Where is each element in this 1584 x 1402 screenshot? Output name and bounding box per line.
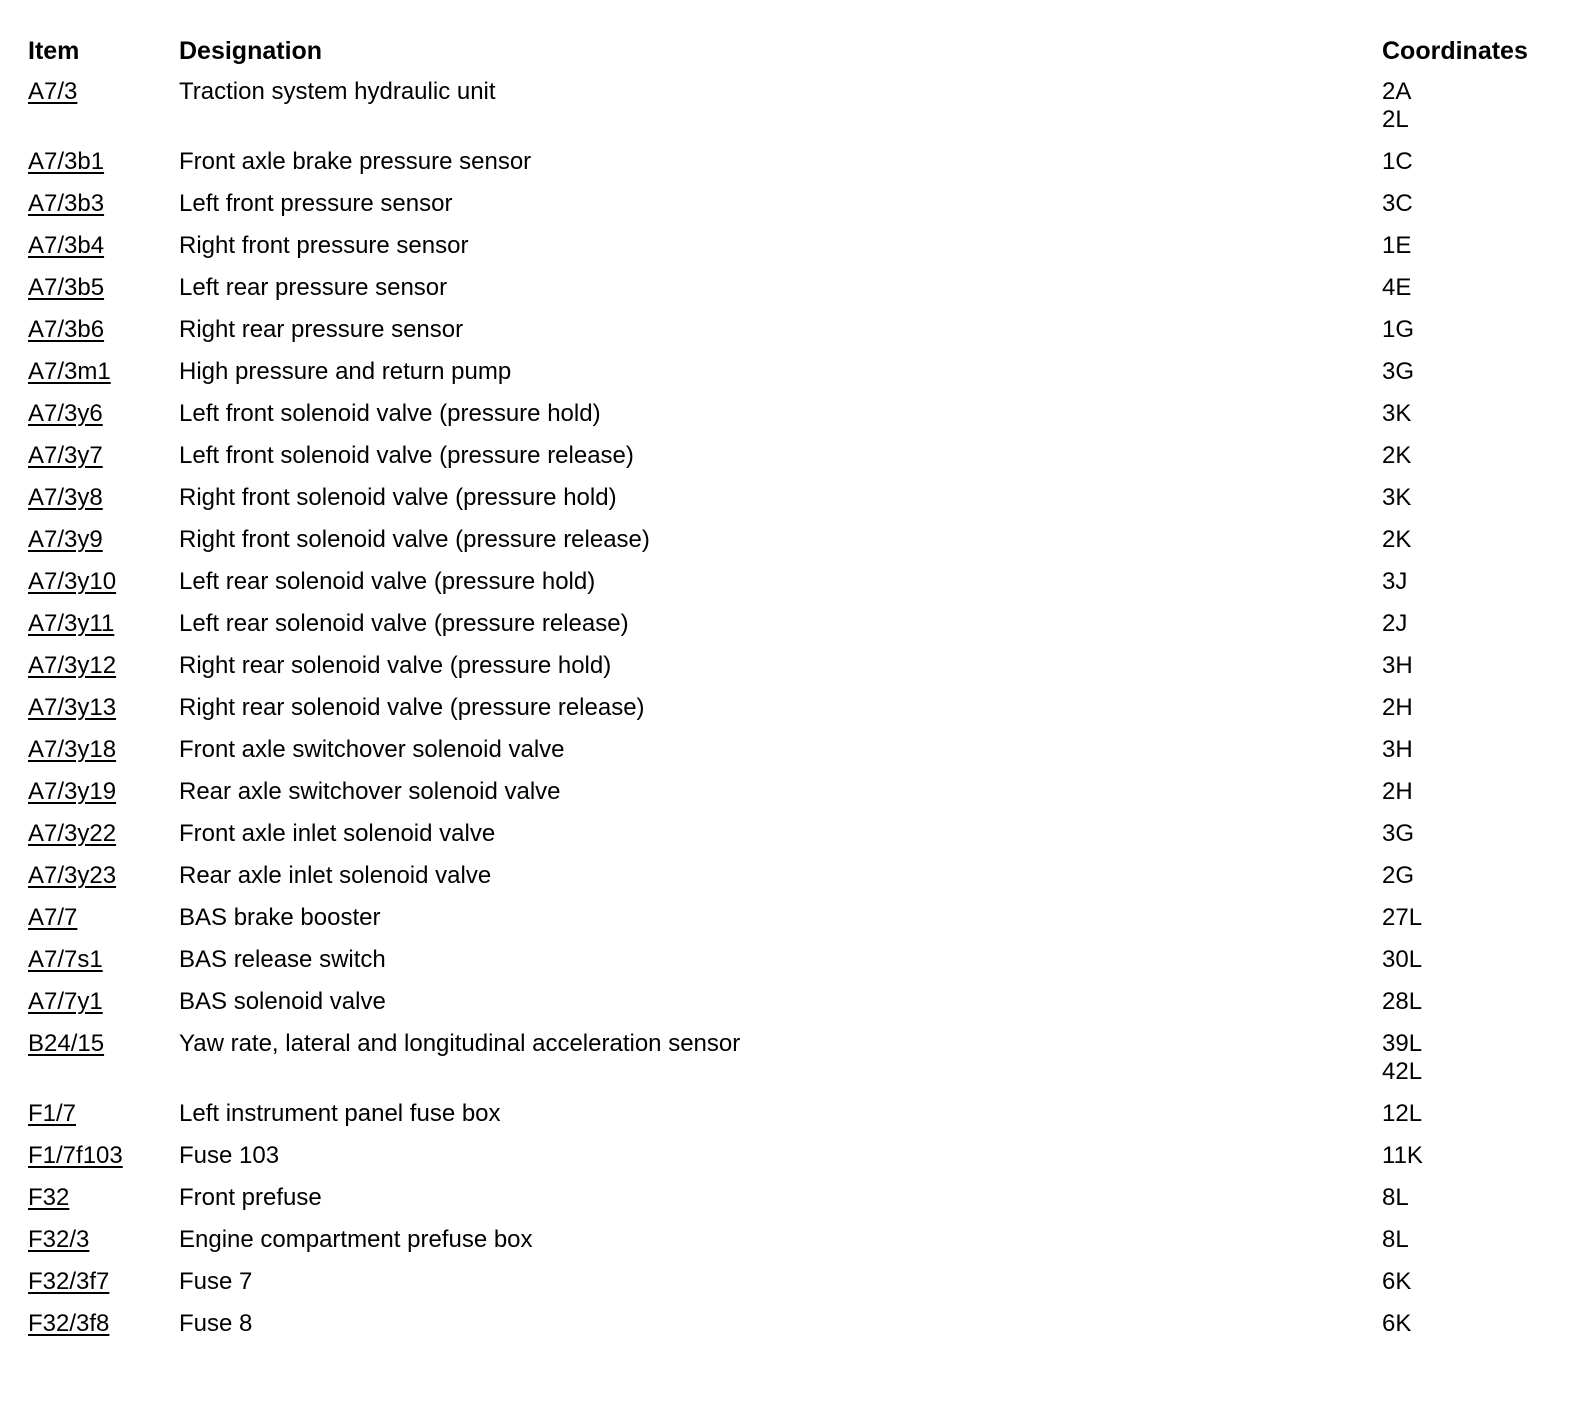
coordinate-value: 39L [1382,1030,1423,1057]
item-link[interactable]: A7/3b6 [28,316,105,343]
item-cell [28,1226,89,1254]
coordinate-value: 3G [1382,820,1415,847]
coordinate-value: 3K [1382,484,1412,511]
coordinate-value: 2J [1382,610,1408,637]
item-cell [28,988,103,1016]
coordinates-cell [1382,442,1411,470]
item-cell [28,778,116,806]
item-cell [28,78,77,106]
item-cell [28,820,116,848]
item-cell [28,652,116,680]
coordinates-cell [1382,148,1413,176]
item-link[interactable]: F32 [28,1184,70,1211]
coordinate-value: 6K [1382,1268,1412,1295]
item-link[interactable]: A7/3b5 [28,274,105,301]
coordinate-value: 2K [1382,526,1412,553]
designation-cell: BAS solenoid valve [179,988,386,1015]
coordinates-cell [1382,484,1411,512]
coordinates-cell [1382,1100,1422,1128]
item-cell [28,862,116,890]
coordinates-cell [1382,736,1413,764]
coordinate-value: 2A [1382,78,1412,105]
header-designation: Designation [179,37,323,65]
designation-cell: BAS brake booster [179,904,381,931]
item-link[interactable]: A7/3b1 [28,148,105,175]
coordinates-cell [1382,1184,1409,1212]
item-cell [28,1100,76,1128]
item-link[interactable]: A7/3y19 [28,778,117,805]
item-link[interactable]: A7/3y8 [28,484,103,511]
item-link[interactable]: F32/3f7 [28,1268,110,1295]
item-link[interactable]: B24/15 [28,1030,105,1057]
coordinates-cell [1382,568,1407,596]
coordinates-cell [1382,526,1411,554]
coordinates-cell [1382,988,1422,1016]
designation-cell: Left front solenoid valve (pressure hold) [179,400,601,427]
designation-cell: Engine compartment prefuse box [179,1226,533,1253]
coordinate-value: 3H [1382,652,1413,679]
item-link[interactable]: A7/3y12 [28,652,117,679]
designation-cell: Left front pressure sensor [179,190,453,217]
coordinate-value: 8L [1382,1226,1409,1253]
coordinates-cell [1382,652,1413,680]
item-cell [28,946,103,974]
coordinates-cell [1382,190,1413,218]
item-link[interactable]: F1/7f103 [28,1142,123,1169]
designation-cell: Front axle inlet solenoid valve [179,820,496,847]
coordinate-value: 2H [1382,694,1413,721]
coordinate-value: 1G [1382,316,1415,343]
item-cell [28,274,104,302]
coordinate-value: 8L [1382,1184,1409,1211]
coordinate-value: 4E [1382,274,1412,301]
item-cell [28,1310,109,1338]
designation-cell: Left front solenoid valve (pressure release) [179,442,634,469]
item-cell [28,736,116,764]
item-link[interactable]: F32/3f8 [28,1310,110,1337]
item-cell [28,442,103,470]
designation-cell: High pressure and return pump [179,358,512,385]
item-link[interactable]: A7/7 [28,904,78,931]
item-link[interactable]: A7/3y7 [28,442,103,469]
coordinates-cell [1382,1310,1411,1338]
coordinate-value: 1C [1382,148,1413,175]
designation-cell: Right front solenoid valve (pressure hold) [179,484,617,511]
coordinates-cell [1382,946,1422,974]
item-link[interactable]: A7/3b4 [28,232,105,259]
designation-cell: Left rear solenoid valve (pressure release) [179,610,629,637]
item-link[interactable]: A7/3y22 [28,820,117,847]
coordinates-cell [1382,778,1413,806]
item-link[interactable]: A7/7y1 [28,988,103,1015]
designation-cell: Fuse 8 [179,1310,253,1337]
item-cell [28,358,111,386]
item-cell [28,568,116,596]
coordinates-cell [1382,316,1414,344]
coordinate-value: 27L [1382,904,1423,931]
coordinates-cell [1382,1226,1409,1254]
coordinate-value: 42L [1382,1058,1423,1085]
coordinates-cell [1382,862,1414,890]
designation-cell: Rear axle switchover solenoid valve [179,778,561,805]
item-link[interactable]: A7/3y6 [28,400,103,427]
item-cell [28,232,104,260]
coordinates-cell [1382,400,1411,428]
designation-cell: Yaw rate, lateral and longitudinal acceleration sensor [179,1030,741,1057]
designation-cell: BAS release switch [179,946,386,973]
item-link[interactable]: F32/3 [28,1226,90,1253]
coordinates-cell [1382,1268,1411,1296]
item-link[interactable]: F1/7 [28,1100,77,1127]
designation-cell: Fuse 7 [179,1268,253,1295]
coordinate-value: 12L [1382,1100,1423,1127]
designation-cell: Right rear solenoid valve (pressure hold) [179,652,612,679]
designation-cell: Right rear solenoid valve (pressure release) [179,694,645,721]
coordinates-cell [1382,274,1411,302]
designation-cell: Left rear solenoid valve (pressure hold) [179,568,596,595]
item-link[interactable]: A7/3b3 [28,190,105,217]
coordinates-cell [1382,694,1413,722]
designation-cell: Front prefuse [179,1184,322,1211]
coordinates-cell [1382,610,1407,638]
designation-cell: Right front solenoid valve (pressure release) [179,526,650,553]
item-cell [28,1030,104,1058]
coordinates-cell [1382,358,1414,386]
item-link[interactable]: A7/3y18 [28,736,117,763]
coordinate-value: 3C [1382,190,1413,217]
designation-cell: Front axle switchover solenoid valve [179,736,565,763]
item-cell [28,904,77,932]
item-link[interactable]: A7/3m1 [28,358,111,385]
designation-cell: Left instrument panel fuse box [179,1100,501,1127]
designation-cell: Left rear pressure sensor [179,274,448,301]
item-cell [28,1268,109,1296]
item-cell [28,484,103,512]
coordinate-value: 1E [1382,232,1412,259]
coordinate-value: 2L [1382,106,1409,133]
coordinate-value: 2K [1382,442,1412,469]
item-cell [28,694,116,722]
coordinate-value: 3K [1382,400,1412,427]
item-link[interactable]: A7/3 [28,78,78,105]
coordinate-value: 3G [1382,358,1415,385]
item-link[interactable]: A7/3y10 [28,568,117,595]
item-link[interactable]: A7/3y13 [28,694,117,721]
coordinates-cell [1382,904,1422,932]
item-cell [28,148,104,176]
item-cell [28,190,104,218]
item-link[interactable]: A7/3y9 [28,526,103,553]
coordinate-value: 2G [1382,862,1415,889]
coordinate-value: 28L [1382,988,1423,1015]
coordinate-value: 11K [1382,1142,1423,1169]
designation-cell: Right front pressure sensor [179,232,469,259]
coordinates-cell [1382,232,1411,260]
coordinate-value: 30L [1382,946,1423,973]
designation-cell: Front axle brake pressure sensor [179,148,532,175]
coordinate-value: 2H [1382,778,1413,805]
item-link[interactable]: A7/3y23 [28,862,117,889]
item-cell [28,1142,123,1170]
coordinate-value: 3J [1382,568,1408,595]
header-item: Item [28,37,80,65]
designation-cell: Rear axle inlet solenoid valve [179,862,492,889]
designation-cell: Right rear pressure sensor [179,316,464,343]
coordinate-value: 6K [1382,1310,1412,1337]
item-cell [28,610,114,638]
coordinate-value: 3H [1382,736,1413,763]
item-link[interactable]: A7/3y11 [28,610,115,637]
item-cell [28,316,104,344]
item-link[interactable]: A7/7s1 [28,946,103,973]
item-cell [28,526,103,554]
designation-cell: Traction system hydraulic unit [179,78,496,105]
coordinates-cell [1382,1030,1422,1086]
header-coordinates: Coordinates [1382,37,1528,65]
item-cell [28,1184,69,1212]
item-cell [28,400,103,428]
coordinates-cell [1382,78,1411,134]
coordinates-cell [1382,1142,1423,1170]
designation-cell: Fuse 103 [179,1142,280,1169]
coordinates-cell [1382,820,1414,848]
